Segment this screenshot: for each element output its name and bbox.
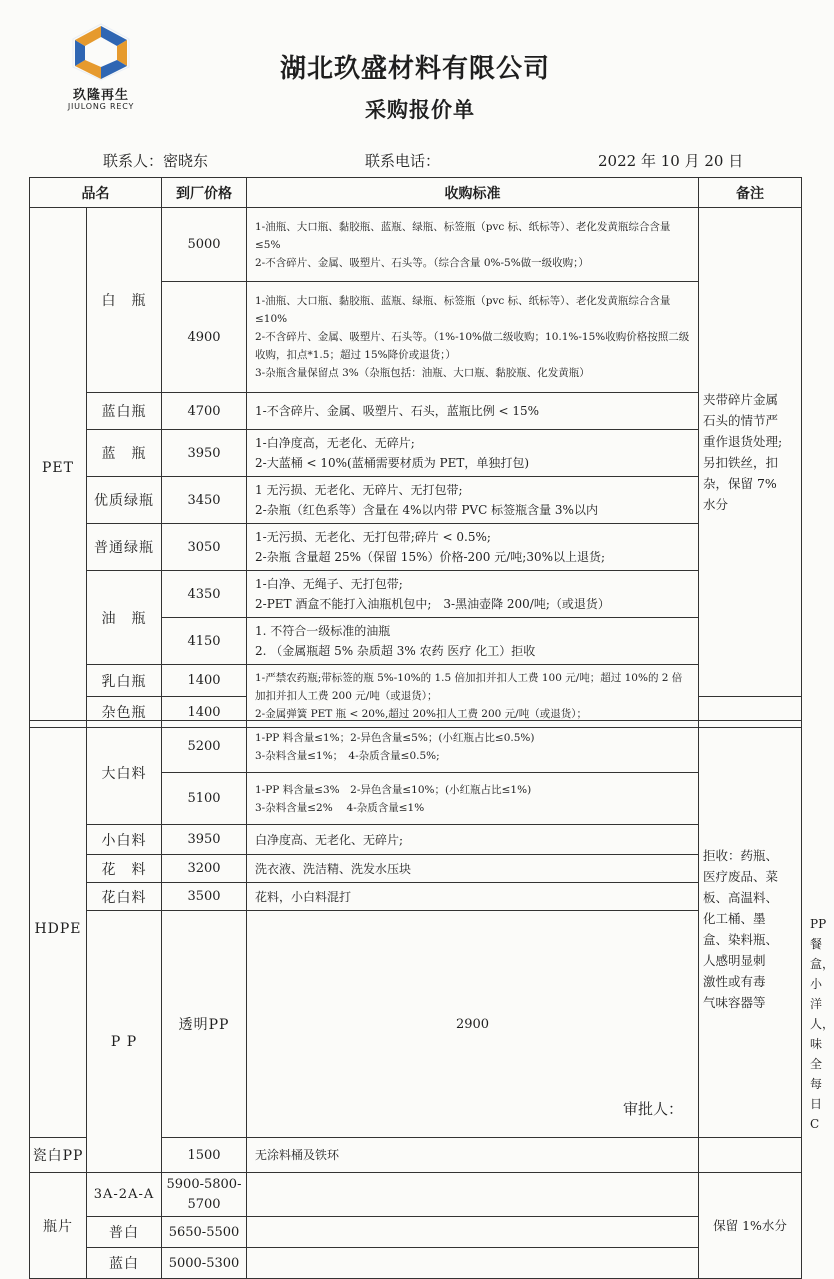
logo-name-cn: 玖隆再生	[72, 88, 129, 103]
item-flake-white: 普白	[87, 1217, 162, 1248]
hexagon-logo-icon	[67, 22, 135, 82]
note-line: 水分	[703, 497, 729, 512]
note-line: 人感明显刺	[703, 953, 766, 968]
standard-line: 1. 不符合一级标准的油瓶	[255, 624, 391, 638]
standard-cell	[247, 618, 699, 665]
standard-line: 1-PP 料含量≤3% 2-异色含量≤10%；(小红瓶占比≤1%)	[255, 783, 532, 796]
table-row	[30, 721, 802, 773]
item-flake-3a: 3A-2A-A	[87, 1173, 162, 1217]
item-oil-bottle: 油 瓶	[87, 571, 162, 665]
price-cell: 3950	[162, 825, 247, 855]
company-logo	[60, 22, 142, 111]
header-note: 备注	[699, 178, 802, 208]
price-cell: 4700	[162, 393, 247, 430]
item-blue-bottle: 蓝 瓶	[87, 430, 162, 477]
standard-line: 3-杂料含量≤1%； 4-杂质含量≤0.5%;	[255, 749, 440, 762]
price-cell: 5000-5300	[162, 1248, 247, 1279]
standard-cell	[247, 430, 699, 477]
item-small-white: 小白料	[87, 825, 162, 855]
table-row	[30, 825, 802, 855]
standard-line: 1-PP 料含量≤1%；2-异色含量≤5%；(小红瓶占比≤0.5%)	[255, 731, 535, 744]
price-cell: 3500	[162, 883, 247, 911]
price-cell: 3950	[162, 430, 247, 477]
flake-note: 保留 1%水分	[699, 1173, 802, 1279]
table-row	[30, 571, 802, 618]
standard-line: 2-不含碎片、金属、吸塑片、石头等。（1%-10%做二级收购；10.1%-15%收购价格按照二级收购，扣点*1.5；超过 15%降价或退货；）	[255, 331, 690, 361]
standard-line: 1-无污损、无老化、无打包带;碎片 < 0.5%;	[255, 530, 491, 544]
table-row: P P 透明PP 2900 PP 餐盒，小洋人，味全每日 C	[30, 911, 802, 1138]
price-table-continued	[29, 720, 834, 1279]
standard-cell	[247, 571, 699, 618]
standard-line: 2-杂瓶（红色系等）含量在 4%以内带 PVC 标签瓶含量 3%以内	[255, 503, 598, 517]
table-row	[30, 855, 802, 883]
standard-cell	[247, 524, 699, 571]
standard-cell: 花料，小白料混打	[247, 883, 699, 911]
header-standard: 收购标准	[247, 178, 699, 208]
note-line: 石头的情节严	[703, 413, 779, 428]
table-row	[30, 393, 802, 430]
item-mixed-color-bottle: 杂色瓶	[87, 697, 162, 728]
quote-date: 2022 年 10 月 20 日	[598, 152, 744, 170]
pet-note	[699, 208, 802, 697]
price-cell: 4350	[162, 571, 247, 618]
standard-line: 1-油瓶、大口瓶、黏胶瓶、蓝瓶、绿瓶、标签瓶（pvc 标、纸标等）、老化发黄瓶综合含量≤10%	[255, 295, 671, 325]
standard-blank	[247, 1173, 699, 1217]
group-hdpe: HDPE	[30, 721, 87, 1138]
note-line: 化工桶、墨	[703, 911, 766, 926]
group-pet: PET	[30, 208, 87, 728]
standard-cell: 1-不含碎片、金属、吸塑片、石头，蓝瓶比例 < 15%	[247, 393, 699, 430]
standard-cell	[247, 721, 699, 773]
item-blue-white-bottle: 蓝白瓶	[87, 393, 162, 430]
table-row	[30, 1248, 802, 1279]
standard-line: 2-杂瓶 含量超 25%（保留 15%）价格-200 元/吨;30%以上退货;	[255, 550, 606, 564]
note-line: 夹带碎片金属	[703, 392, 779, 407]
note-line: 板、高温料、	[703, 890, 779, 905]
note-line: 重作退货处理;	[703, 434, 783, 449]
table-row	[30, 883, 802, 911]
item-flake-blue-white: 蓝白	[87, 1248, 162, 1279]
table-row	[30, 430, 802, 477]
note-line: 气味容器等	[703, 995, 766, 1010]
table-row	[30, 1173, 802, 1217]
header-price: 到厂价格	[162, 178, 247, 208]
standard-cell	[247, 773, 699, 825]
note-line: 另扣铁丝，扣	[703, 455, 779, 470]
standard-line: 1-白净、无绳子、无打包带;	[255, 577, 403, 591]
item-clear-pp: 透明PP	[162, 911, 247, 1138]
item-green-bottle: 普通绿瓶	[87, 524, 162, 571]
item-porcelain-pp: 瓷白PP	[30, 1138, 87, 1173]
standard-line: 2-大蓝桶 < 10%(蓝桶需要材质为 PET，单独打包)	[255, 456, 530, 470]
standard-line: 3-杂料含量≤2% 4-杂质含量≤1%	[255, 801, 425, 814]
contact-phone: 联系电话：	[365, 152, 441, 170]
approver-label: 审批人：	[623, 1100, 684, 1118]
table-row	[30, 208, 802, 282]
price-cell: 4900	[162, 282, 247, 393]
standard-blank	[247, 1248, 699, 1279]
standard-line: 1-严禁农药瓶;带标签的瓶 5%-10%的 1.5 倍加扣并扣人工费 100 元/吨；超过 10%的 2 倍加扣并扣人工费 200 元/吨（或退货）；	[255, 672, 683, 702]
standard-line: 3-杂瓶含量保留点 3%（杂瓶包括：油瓶、大口瓶、黏胶瓶、化发黄瓶）	[255, 367, 590, 379]
note-line: 医疗废品、菜	[703, 869, 779, 884]
item-milk-white-bottle: 乳白瓶	[87, 665, 162, 697]
table-row	[30, 1217, 802, 1248]
hdpe-note	[699, 721, 802, 1138]
standard-line: 1-油瓶、大口瓶、黏胶瓶、蓝瓶、绿瓶、标签瓶（pvc 标、纸标等）、老化发黄瓶综合含量≤5%	[255, 220, 671, 251]
company-name: 湖北玖盛材料有限公司	[279, 54, 550, 84]
price-cell: 5900-5800-5700	[162, 1173, 247, 1217]
price-table	[29, 177, 802, 728]
note-line: 盒、染料瓶、	[703, 932, 779, 947]
standard-cell: 无涂料桶及铁环	[247, 1138, 699, 1173]
price-cell: 1400	[162, 665, 247, 697]
price-cell: 3450	[162, 477, 247, 524]
item-premium-green-bottle: 优质绿瓶	[87, 477, 162, 524]
price-cell: 3050	[162, 524, 247, 571]
standard-line: 2-不含碎片、金属、吸塑片、石头等。（综合含量 0%-5%做一级收购；）	[255, 256, 589, 269]
header-name: 品名	[30, 178, 162, 208]
note-blank	[699, 1138, 802, 1173]
note-line: 拒收：药瓶、	[703, 848, 779, 863]
price-cell: 1500	[162, 1138, 247, 1173]
group-flake: 瓶片	[30, 1173, 87, 1279]
item-white-bottle: 白 瓶	[87, 208, 162, 393]
price-cell: 5650-5500	[162, 1217, 247, 1248]
standard-cell	[247, 282, 699, 393]
table-header-row	[30, 178, 802, 208]
price-cell: 5100	[162, 773, 247, 825]
standard-cell	[247, 208, 699, 282]
price-cell: 4150	[162, 618, 247, 665]
standard-cell	[247, 477, 699, 524]
group-pp: P P	[87, 911, 162, 1173]
standard-cell: 洗衣液、洗洁精、洗发水压块	[247, 855, 699, 883]
standard-line: 1 无污损、无老化、无碎片、无打包带;	[255, 483, 463, 497]
item-flower-material: 花 料	[87, 855, 162, 883]
standard-cell	[247, 665, 699, 728]
standard-line: 2. （金属瓶超 5% 杂质超 3% 农药 医疗 化工）拒收	[255, 644, 536, 658]
standard-cell: 白净度高、无老化、无碎片;	[247, 825, 699, 855]
logo-name-en: JIULONG RECY	[67, 102, 135, 111]
contact-person: 联系人：密晓东	[103, 152, 209, 170]
standard-line: 2-PET 酒盒不能打入油瓶机包中; 3-黑油壶降 200/吨;（或退货）	[255, 597, 610, 611]
price-cell: 1400	[162, 697, 247, 728]
price-cell: 3200	[162, 855, 247, 883]
price-cell: 5200	[162, 721, 247, 773]
standard-line: 2-金属弹簧 PET 瓶 < 20%,超过 20%扣人工费 200 元/吨（或退货）；	[255, 708, 587, 720]
price-cell: 2900	[247, 911, 699, 1138]
item-flower-white: 花白料	[87, 883, 162, 911]
note-line: 杂，保留 7%	[703, 476, 777, 491]
item-big-white: 大白料	[87, 721, 162, 825]
table-row	[30, 665, 802, 697]
standard-line: 1-白净度高，无老化、无碎片;	[255, 436, 415, 450]
price-cell: 5000	[162, 208, 247, 282]
standard-blank	[247, 1217, 699, 1248]
table-row	[30, 524, 802, 571]
note-line: 激性或有毒	[703, 974, 766, 989]
document-title: 采购报价单	[365, 98, 475, 122]
table-row	[30, 477, 802, 524]
